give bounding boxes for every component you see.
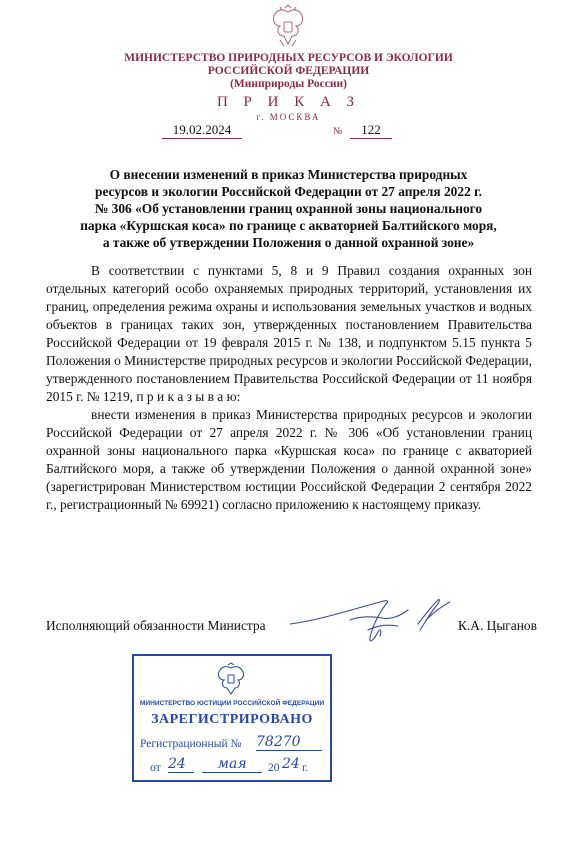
title-line: а также об утверждении Положения о данной охранной зоне» [102, 235, 475, 250]
stamp-from-label: от [150, 762, 161, 774]
document-body [46, 262, 532, 514]
stamp-reg-number: 78270 [256, 734, 322, 751]
stamp-reg-label: Регистрационный № [140, 738, 242, 750]
stamp-ministry: МИНИСТЕРСТВО ЮСТИЦИИ РОССИЙСКОЙ ФЕДЕРАЦИИ [139, 700, 325, 707]
body-paragraph [46, 262, 532, 406]
stamp-year-suffix: 24 [282, 756, 300, 772]
body-paragraph: внести изменения в приказ Министерства природных ресурсов и экологии Российской Федерации от 27 апреля 2022 г. № 306 «Об установлении границ охранной зоны национального парка «Куршская коса» по границе с акваторией Балтийского моря, а также об утверждении Положения о данной охранной зоне» (зарегистрирован Министерством юстиции Российской Федерации 2 сентября 2022 г., регистрационный № 69921) согласно приложению к настоящему приказу. [46, 407, 532, 512]
ministry-short: (Минприроды России) [230, 78, 347, 90]
handwritten-signature [290, 590, 470, 660]
stamp-month: мая [202, 756, 262, 773]
title-line: парка «Куршская коса» по границе с акваторией Балтийского моря, [80, 218, 497, 233]
number-sign: № [333, 126, 343, 137]
stamp-registered: ЗАРЕГИСТРИРОВАНО [151, 712, 313, 727]
stamp-year-prefix: 20 [268, 762, 280, 774]
document-type: П Р И К А З [216, 94, 361, 110]
stamp-day: 24 [168, 756, 194, 773]
ministry-name [0, 52, 577, 91]
signatory-name: К.А. Цыганов [458, 618, 537, 633]
order-word: п р и к а з ы в а ю: [136, 389, 241, 404]
title-line: ресурсов и экологии Российской Федерации от 27 апреля 2022 г. [95, 184, 482, 199]
order-number: 122 [350, 122, 392, 139]
title-line: О внесении изменений в приказ Министерства природных [109, 167, 468, 182]
stamp-emblem-icon [214, 662, 248, 696]
ministry-line-1: МИНИСТЕРСТВО ПРИРОДНЫХ РЕСУРСОВ И ЭКОЛОГИИ [124, 52, 453, 64]
document-title [70, 166, 507, 251]
title-line: № 306 «Об установлении границ охранной зоны национального [94, 201, 483, 216]
stamp-year-label: г. [302, 762, 309, 774]
registration-stamp [132, 654, 332, 782]
paragraph-1-text: В соответствии с пунктами 5, 8 и 9 Правил создания охранных зон отдельных категорий особо охраняемых природных территорий, установления их границ, определения режима охраны и использования земельных участков и водных объектов в границах таких зон, утвержденных постановлением Правительства Российской Федерации от 19 февраля 2015 г. № 138, и подпунктом 5.15 пункта 5 Положения о Министерстве природных ресурсов и экологии Российской Федерации, утвержденного постановлением Правительства Российской Федерации от 11 ноября 2015 г. № 1219, [46, 263, 532, 404]
coat-of-arms-emblem [268, 4, 308, 50]
ministry-line-2: РОССИЙСКОЙ ФЕДЕРАЦИИ [207, 65, 370, 77]
city: г. МОСКВА [256, 112, 321, 122]
signatory-role: Исполняющий обязанности Министра [46, 618, 266, 633]
order-date: 19.02.2024 [162, 122, 242, 139]
